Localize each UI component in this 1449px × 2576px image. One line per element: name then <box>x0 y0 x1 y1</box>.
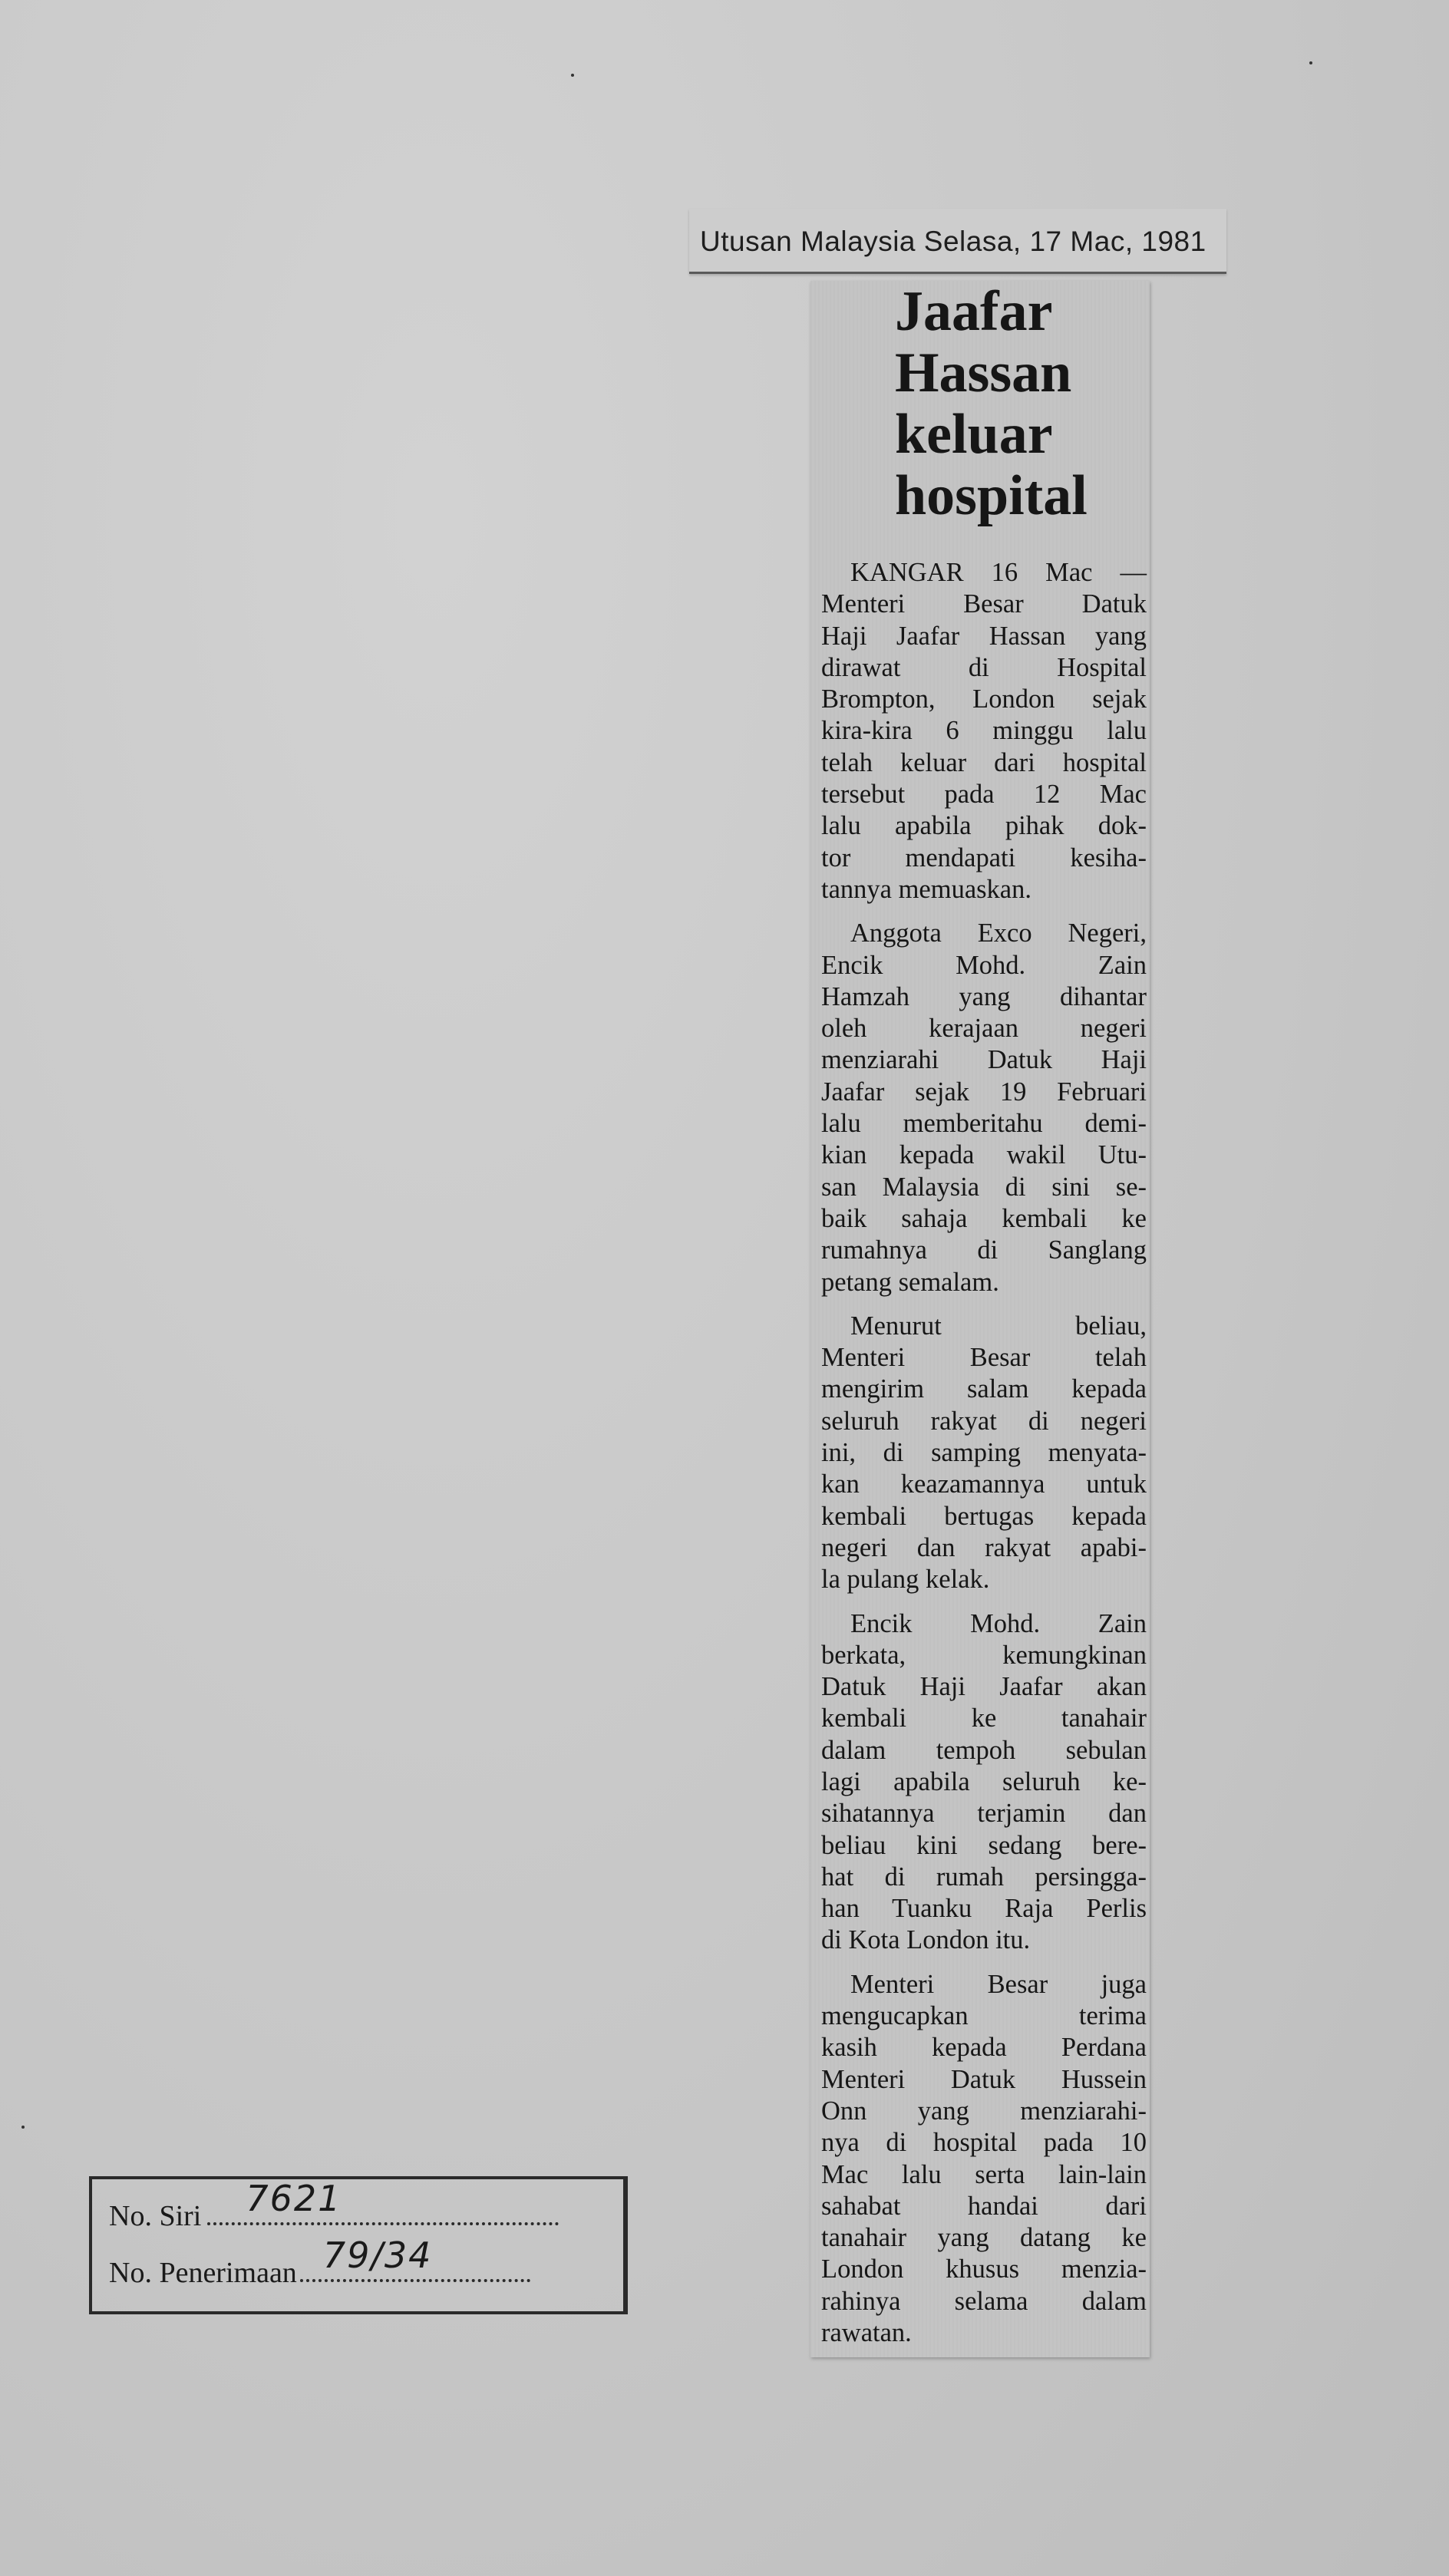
siri-value: 7621 <box>246 2178 342 2219</box>
article-line: tersebut pada 12 Mac <box>821 780 1147 810</box>
article-line: di Kota London itu. <box>821 1925 1031 1955</box>
article-line: ini, di samping menyata- <box>821 1438 1147 1468</box>
headline-line: keluar <box>895 403 1053 466</box>
article-line: kembali bertugas kepada <box>821 1501 1147 1531</box>
headline-line: Jaafar <box>895 280 1053 343</box>
article-paragraph <box>821 1311 1147 1596</box>
headline-line: Hassan <box>895 341 1072 404</box>
article-line: Anggota Exco Negeri, <box>850 919 1147 948</box>
article-line: san Malaysia di sini se- <box>821 1172 1147 1202</box>
article-paragraph <box>821 1608 1147 1957</box>
article-line: Haji Jaafar Hassan yang <box>821 621 1147 651</box>
article-line: la pulang kelak. <box>821 1565 990 1595</box>
article-line: Menteri Besar juga <box>850 1969 1147 1999</box>
article-line: dirawat di Hospital <box>821 652 1147 682</box>
article-line: Menteri Besar Datuk <box>821 589 1147 619</box>
article-line: London khusus menzia- <box>821 2254 1147 2284</box>
article-line: tor mendapati kesiha- <box>821 843 1147 872</box>
article-line: mengucapkan terima <box>821 2001 1147 2031</box>
article-line: lalu apabila pihak dok- <box>821 811 1147 841</box>
siri-dotted-line <box>207 2178 559 2225</box>
article-line: KANGAR 16 Mac — <box>850 558 1147 587</box>
article-line: Datuk Haji Jaafar akan <box>821 1672 1147 1702</box>
article-line: Mac lalu serta lain-lain <box>821 2159 1147 2189</box>
article-line: Encik Mohd. Zain <box>850 1608 1147 1638</box>
article-line: telah keluar dari hospital <box>821 747 1147 777</box>
article-line: seluruh rakyat di negeri <box>821 1406 1147 1436</box>
article-line: Jaafar sejak 19 Februari <box>821 1077 1147 1107</box>
article-line: kian kepada wakil Utu- <box>821 1140 1147 1170</box>
penerimaan-value: 79/34 <box>322 2235 433 2276</box>
article-line: sahabat handai dari <box>821 2191 1147 2221</box>
article-line: nya di hospital pada 10 <box>821 2128 1147 2158</box>
article-paragraph <box>821 918 1147 1298</box>
article-line: rumahnya di Sanglang <box>821 1235 1147 1265</box>
article-line: rahinya selama dalam <box>821 2286 1147 2316</box>
article-line: Menteri Datuk Hussein <box>821 2064 1147 2094</box>
article-line: baik sahaja kembali ke <box>821 1203 1147 1233</box>
article-line: kasih kepada Perdana <box>821 2033 1147 2063</box>
article-line: negeri dan rakyat apabi- <box>821 1532 1147 1562</box>
article-line: Encik Mohd. Zain <box>821 950 1147 980</box>
penerimaan-label: No. Penerimaan <box>109 2257 297 2289</box>
article-line: kira-kira 6 minggu lalu <box>821 716 1147 746</box>
article-line: han Tuanku Raja Perlis <box>821 1894 1147 1924</box>
article-line: beliau kini sedang bere- <box>821 1830 1147 1860</box>
stamp-row-penerimaan <box>109 2235 530 2290</box>
dust-speck <box>571 74 574 77</box>
dust-speck <box>1309 61 1312 64</box>
article-clipping <box>810 281 1150 2357</box>
registry-stamp <box>89 2176 628 2314</box>
masthead-text: Utusan Malaysia Selasa, 17 Mac, 1981 <box>700 226 1206 257</box>
article-line: mengirim salam kepada <box>821 1374 1147 1404</box>
article-line: Onn yang menziarahi- <box>821 2096 1147 2126</box>
article-line: dalam tempoh sebulan <box>821 1735 1147 1765</box>
article-line: tannya memuaskan. <box>821 874 1031 904</box>
article-line: lagi apabila seluruh ke- <box>821 1766 1147 1796</box>
article-line: menziarahi Datuk Haji <box>821 1045 1147 1075</box>
article-line: Menurut beliau, <box>850 1311 1147 1341</box>
dust-speck <box>21 2126 25 2129</box>
article-body <box>821 557 1147 2361</box>
article-line: sihatannya terjamin dan <box>821 1799 1147 1829</box>
headline-line: hospital <box>895 464 1088 527</box>
article-line: oleh kerajaan negeri <box>821 1014 1147 1044</box>
article-line: tanahair yang datang ke <box>821 2223 1147 2253</box>
siri-label: No. Siri <box>109 2200 202 2232</box>
headline <box>895 281 1140 526</box>
article-line: Hamzah yang dihantar <box>821 981 1147 1011</box>
article-line: lalu memberitahu demi- <box>821 1109 1147 1139</box>
masthead-clipping <box>689 209 1226 274</box>
article-line: Menteri Besar telah <box>821 1343 1147 1373</box>
penerimaan-dotted-line <box>300 2235 530 2282</box>
article-line: berkata, kemungkinan <box>821 1640 1147 1670</box>
article-line: Brompton, London sejak <box>821 684 1147 714</box>
article-line: hat di rumah persingga- <box>821 1862 1147 1892</box>
article-line: kembali ke tanahair <box>821 1704 1147 1733</box>
article-paragraph <box>821 557 1147 905</box>
article-line: kan keazamannya untuk <box>821 1469 1147 1499</box>
article-line: petang semalam. <box>821 1267 999 1297</box>
article-line: rawatan. <box>821 2318 912 2348</box>
article-paragraph <box>821 1969 1147 2350</box>
stamp-row-siri <box>109 2178 559 2233</box>
